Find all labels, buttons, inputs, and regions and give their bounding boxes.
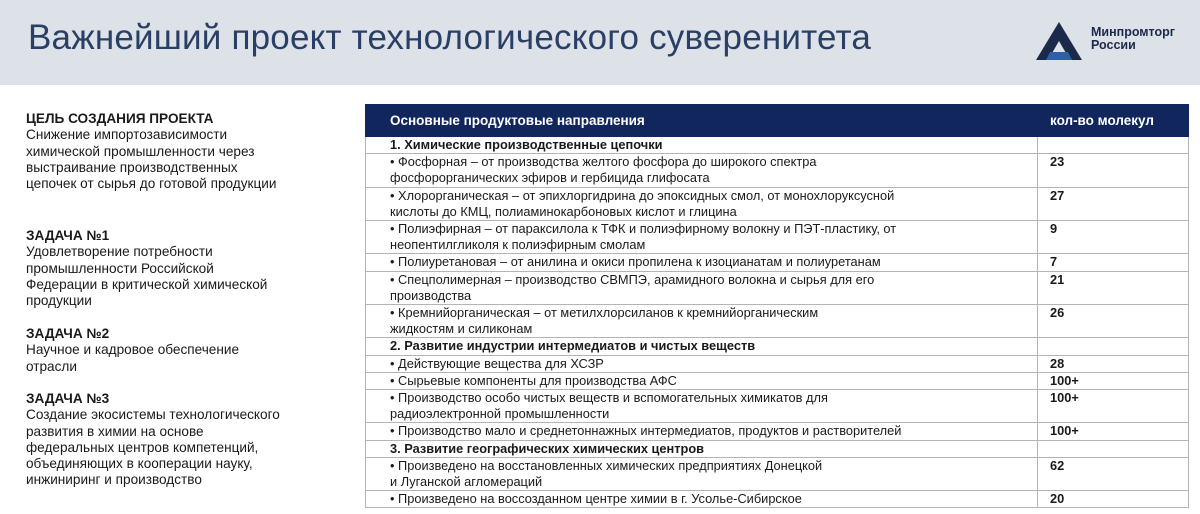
- direction-cell: [366, 372, 1038, 389]
- cell-text-line: неопентилгликоля к полиэфирным смолам: [390, 237, 646, 253]
- direction-cell: [366, 390, 1038, 423]
- column-header-directions: Основные продуктовые направления: [366, 105, 1038, 137]
- molecule-count-cell: [1038, 137, 1189, 154]
- cell-text-line: • Произведено на восстановленных химических предприятиях Донецкой: [390, 457, 823, 473]
- molecule-count-cell: 28: [1038, 355, 1189, 372]
- molecule-count-cell: 21: [1038, 271, 1189, 304]
- task1-block: [26, 228, 267, 309]
- cell-text-line: • Полиэфирная – от параксилола к ТФК и полиэфирному волокну и ПЭТ-пластику, от: [390, 221, 897, 237]
- table-row: [366, 221, 1189, 254]
- molecule-count-cell: [1038, 338, 1189, 355]
- product-directions-table: [365, 104, 1189, 508]
- table-section-row: [366, 137, 1189, 154]
- table-header-row: [366, 105, 1189, 137]
- table-row: [366, 390, 1189, 423]
- molecule-count-cell: 23: [1038, 154, 1189, 187]
- molecule-count-cell: 100+: [1038, 372, 1189, 389]
- cell-text-line: • Полиуретановая – от анилина и окиси пропилена к изоцианатам и полиуретанам: [390, 254, 881, 270]
- section-title-cell: [366, 137, 1038, 154]
- logo-text: Минпромторг России: [1091, 25, 1175, 52]
- table-row: [366, 457, 1189, 490]
- column-header-molecule-count: кол-во молекул: [1038, 105, 1189, 137]
- ministry-triangle-logo-icon: [1036, 22, 1082, 60]
- cell-text-line: производства: [390, 287, 472, 303]
- cell-text-line: • Фосфорная – от производства желтого фосфора до широкого спектра: [390, 154, 817, 170]
- molecule-count-cell: 9: [1038, 221, 1189, 254]
- task2-block: [26, 326, 239, 375]
- table-row: [366, 305, 1189, 338]
- cell-text-line: 2. Развитие индустрии интермедиатов и чистых веществ: [390, 338, 756, 354]
- direction-cell: [366, 423, 1038, 440]
- molecule-count-cell: 100+: [1038, 390, 1189, 423]
- cell-text-line: • Производство мало и среднетоннажных интермедиатов, продуктов и растворителей: [390, 423, 902, 439]
- direction-cell: [366, 154, 1038, 187]
- table-section-row: [366, 440, 1189, 457]
- cell-text-line: • Действующие вещества для ХСЗР: [390, 355, 604, 371]
- table-section-row: [366, 338, 1189, 355]
- cell-text-line: фосфорорганических эфиров и гербицида глифосата: [390, 170, 710, 186]
- task1-text-line: Федерации в критической химической: [26, 276, 268, 292]
- molecule-count-cell: 20: [1038, 491, 1189, 508]
- task3-title: ЗАДАЧА №3: [26, 391, 110, 406]
- cell-text-line: 3. Развитие географических химических центров: [390, 440, 705, 456]
- table-row: [366, 491, 1189, 508]
- section-title-cell: [366, 440, 1038, 457]
- table-row: [366, 254, 1189, 271]
- cell-text-line: • Сырьевые компоненты для производства АФС: [390, 372, 677, 388]
- direction-cell: [366, 305, 1038, 338]
- direction-cell: [366, 271, 1038, 304]
- table-row: [366, 154, 1189, 187]
- task1-text-line: промышленности Российской: [26, 260, 214, 276]
- task2-text-line: отрасли: [26, 358, 77, 374]
- cell-text-line: радиоэлектронной промышленности: [390, 406, 610, 422]
- ministry-logo: [1036, 20, 1176, 64]
- table-row: [366, 372, 1189, 389]
- goal-block: [26, 111, 276, 192]
- task1-text-line: Удовлетворение потребности: [26, 244, 213, 260]
- direction-cell: [366, 491, 1038, 508]
- cell-text-line: • Производство особо чистых веществ и вспомогательных химикатов для: [390, 390, 828, 406]
- cell-text-line: жидкостям и силиконам: [390, 321, 533, 337]
- goal-text-line: цепочек от сырья до готовой продукции: [26, 176, 277, 192]
- cell-text-line: кислоты до КМЦ, полиаминокарбоновых кислот и глицина: [390, 203, 737, 219]
- cell-text-line: • Спецполимерная – производство СВМПЭ, арамидного волокна и сырья для его: [390, 271, 875, 287]
- page-title: Важнейший проект технологического суверенитета: [28, 18, 872, 57]
- table-row: [366, 423, 1189, 440]
- molecule-count-cell: 7: [1038, 254, 1189, 271]
- molecule-count-cell: 100+: [1038, 423, 1189, 440]
- cell-text-line: и Луганской агломераций: [390, 474, 543, 490]
- task1-text-line: продукции: [26, 293, 92, 309]
- goal-text-line: Снижение импортозависимости: [26, 127, 228, 143]
- table-row: [366, 187, 1189, 220]
- direction-cell: [366, 355, 1038, 372]
- task3-block: [26, 391, 280, 489]
- section-title-cell: [366, 338, 1038, 355]
- direction-cell: [366, 187, 1038, 220]
- direction-cell: [366, 457, 1038, 490]
- task2-title: ЗАДАЧА №2: [26, 326, 110, 341]
- cell-text-line: • Кремнийорганическая – от метилхлорсиланов к кремнийорганическим: [390, 305, 819, 321]
- cell-text-line: 1. Химические производственные цепочки: [390, 137, 663, 152]
- task3-text-line: федеральных центров компетенций,: [26, 439, 259, 455]
- cell-text-line: • Произведено на воссозданном центре химии в г. Усолье-Сибирское: [390, 491, 802, 507]
- task1-title: ЗАДАЧА №1: [26, 228, 110, 243]
- task3-text-line: объединяющих в кооперации науку,: [26, 456, 253, 472]
- goal-title: ЦЕЛЬ СОЗДАНИЯ ПРОЕКТА: [26, 111, 214, 126]
- cell-text-line: • Хлорорганическая – от эпихлоргидрина до эпоксидных смол, от монохлоруксусной: [390, 187, 895, 203]
- direction-cell: [366, 254, 1038, 271]
- molecule-count-cell: 26: [1038, 305, 1189, 338]
- task3-text-line: развития в химии на основе: [26, 423, 204, 439]
- header-band: [0, 0, 1200, 85]
- molecule-count-cell: 27: [1038, 187, 1189, 220]
- direction-cell: [366, 221, 1038, 254]
- goal-text-line: выстраивание производственных: [26, 159, 238, 175]
- goal-text-line: химической промышленности через: [26, 143, 255, 159]
- table-row: [366, 355, 1189, 372]
- molecule-count-cell: 62: [1038, 457, 1189, 490]
- task3-text-line: инжиниринг и производство: [26, 472, 202, 488]
- task2-text-line: Научное и кадровое обеспечение: [26, 342, 240, 358]
- table-row: [366, 271, 1189, 304]
- table-body: [366, 137, 1189, 508]
- molecule-count-cell: [1038, 440, 1189, 457]
- task3-text-line: Создание экосистемы технологического: [26, 407, 280, 423]
